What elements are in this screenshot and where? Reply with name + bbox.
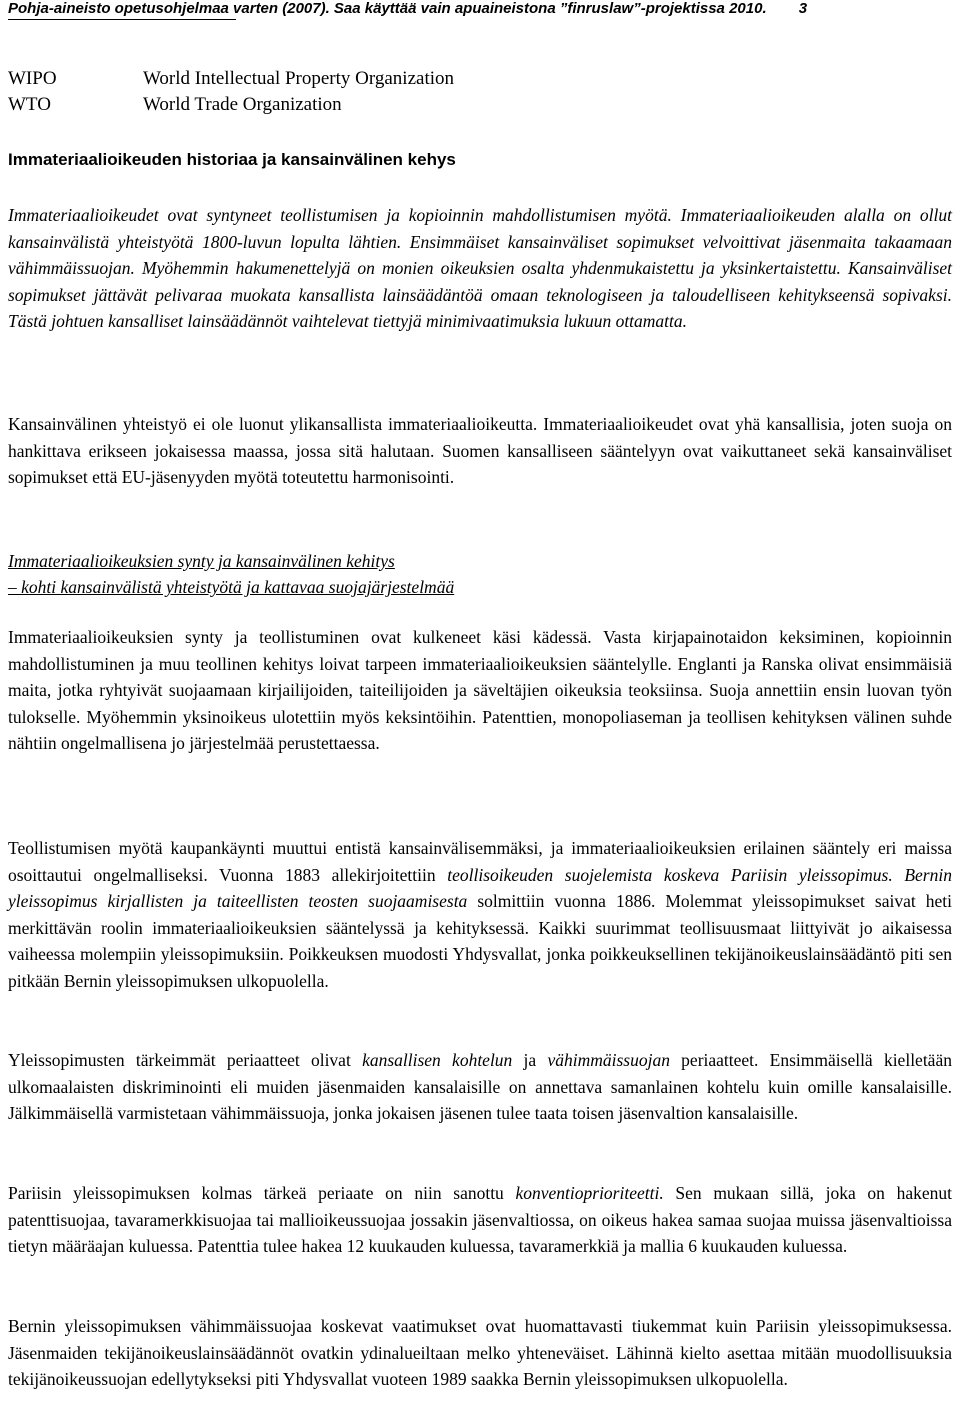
subheading-line-2 <box>8 574 454 600</box>
page-header <box>8 0 952 18</box>
principles-text-a: Yleissopimusten tärkeimmät periaatteet olivat <box>8 1050 363 1070</box>
header-text: Pohja-aineisto opetusohjelmaa varten (2007). Saa käyttää vain apuaineistona ”finruslaw”-projektissa 2010. <box>8 0 767 17</box>
principles-text-c: ja <box>512 1050 548 1070</box>
org-name-wipo: World Intellectual Property Organization <box>143 68 454 89</box>
paragraph-bern: Bernin yleissopimuksen vähimmäissuojaa koskevat vaatimukset ovat huomattavasti tiukemmat kuin Pariisin yleissopimuksessa. Jäsenmaiden tekijänoikeuslainsäädännöt ovatkin ydinalueiltaan melko yhteneväiset. Lähinnä kielto asettaa mitään muodollisuuksia tekijänoikeussuojan edellytykseksi piti Yhdysvallat vuoteen 1989 saakka Bernin yleissopimuksen ulkopuolella. <box>8 1316 952 1389</box>
org-abbr-wto: WTO <box>8 94 51 115</box>
principles-italic-minimum: vähimmäissuojan <box>547 1050 670 1070</box>
intro-paragraph <box>8 202 952 335</box>
intro-italic-text: Immateriaalioikeudet ovat syntyneet teollistumisen ja kopioinnin mahdollistumisen myötä. Immateriaalioikeuden alalla on ollut kansainvälistä yhteistyötä 1800-luvun lopulta lähtien. Ensimmäiset kansainväliset sopimukset velvoittivat jäsenmaita takaamaan vähimmäissuojan. Myöhemmin hakumenettelyjä on monien oikeuksien osalta yhdenmukaistettu ja yksinkertaistettu. <box>8 205 952 278</box>
page-number: 3 <box>798 0 808 17</box>
paragraph-cooperation <box>8 411 952 491</box>
cooperation-s2: Immateriaalioikeudet ovat yhä kansallisia, joten suoja on hankittava erikseen jokaisessa maassa, jossa sitä halutaan. <box>8 414 952 461</box>
industrial-italic-bern: Bernin yleissopimus kirjallisten ja taiteellisten teosten suojaamisesta <box>8 864 952 911</box>
paragraph-principles <box>8 1047 952 1127</box>
section-heading: Immateriaalioikeuden historiaa ja kansainvälinen kehys <box>8 150 456 169</box>
header-divider <box>8 19 236 20</box>
paragraph-origin: Immateriaalioikeuksien synty ja teollistuminen ovat kulkeneet käsi kädessä. Vasta kirjapainotaidon keksiminen, kopioinnin mahdollistuminen ja muu teollinen kehitys loivat tarpeen immateriaalioikeuksien sääntelylle. Englanti ja Ranska olivat ensimmäisiä maita, jotka ryhtyivät suojaamaan kirjailijoiden, taiteilijoiden ja säveltäjien oikeuksia teoksiinsa. Suoja annettiin ensin luovan työn tulokselle. Myöhemmin yksinoikeus ulotettiin myös keksintöihin. Patenttien, monopoliaseman ja teollisen kehityksen välinen suhde nähtiin ongelmallisena jo järjestelmää perustettaessa. <box>8 627 952 753</box>
cooperation-s3: Suomen kansalliseen sääntelyyn ovat vaikuttaneet sekä kansainväliset sopimukset että EU-jäsenyyden myötä toteutettu harmonisointi. <box>8 440 953 487</box>
paris-italic-priority: konventioprioriteetti. <box>515 1183 664 1203</box>
industrial-text-a: Teollistumisen myötä kaupankäynti muuttui entistä kansainvälisemmäksi, ja immateriaalioikeuksien erilainen sääntely eri maissa osoittautui ongelmalliseksi. Vuonna 1883 allekirjoitettiin <box>8 838 952 885</box>
cooperation-s1: Kansainvälinen yhteistyö ei ole luonut ylikansallista immateriaalioikeutta. <box>8 414 538 434</box>
industrial-text-d: solmittiin vuonna 1886. Molemmat yleissopimukset saivat heti merkittävän roolin immateriaalioikeuksien sääntelyssä ja kehityksessä. Kaikki suurimmat teollisuusmaat liittyivät jo aikaisessa vaiheessa molempiin yleissopimuksiin. Poikkeuksen muodosti Yhdysvallat, jonka poikkeuksellinen tekijänoikeuslainsäädäntö piti sen pitkään Bernin yleissopimuksen ulkopuolella. <box>8 891 952 991</box>
subheading-text-1: Immateriaalioikeuksien synty ja kansainvälinen kehitys <box>8 551 395 571</box>
subheading-line-1 <box>8 548 395 574</box>
org-name-wto: World Trade Organization <box>143 94 342 115</box>
subheading-text-2: – kohti kansainvälistä yhteistyötä ja kattavaa suojajärjestelmää <box>8 577 455 597</box>
org-abbr-wipo: WIPO <box>8 68 57 89</box>
principles-text-e: periaatteet. Ensimmäisellä kielletään ulkomaalaisten diskriminointi eli muiden jäsenmaiden kansalaisille on annettava samanlainen kohtelu kuin omille kansalaisille. Jälkimmäisellä varmistetaan vähimmäissuoja, jonka jokaisen jäsenen tulee taata toisen jäsenvaltion kansalaisille. <box>8 1050 952 1123</box>
principles-italic-national: kansallisen kohtelun <box>362 1050 513 1070</box>
intro-italic-text-3: Tästä johtuen kansalliset lainsäädännöt vaihtelevat tiettyjä minimivaatimuksia lukuun ottamatta. <box>8 311 688 331</box>
paris-text-c: Sen mukaan sillä, joka on hakenut patenttisuojaa, tavaramerkkisuojaa tai mallioikeussuojaa jossakin jäsenvaltiossa, on oikeus hakea samaa suojaa muissa jäsenvaltioissa tietyn määräajan kuluessa. Patenttia tulee hakea 12 kuukauden kuluessa, tavaramerkkiä ja mallia 6 kuukauden kuluessa. <box>8 1183 952 1256</box>
paragraph-paris <box>8 1180 952 1260</box>
intro-italic-text-2: Kansainväliset sopimukset jättävät pelivaraa muokata kansallista lainsäädäntöä omaan teknologiseen ja taloudelliseen kehitykseensä sopivaksi. <box>8 258 953 305</box>
paragraph-industrial <box>8 835 952 994</box>
paris-text-a: Pariisin yleissopimuksen kolmas tärkeä periaate on niin sanottu <box>8 1183 516 1203</box>
industrial-italic-paris: teollisoikeuden suojelemista koskeva Pariisin yleissopimus. <box>447 864 893 885</box>
